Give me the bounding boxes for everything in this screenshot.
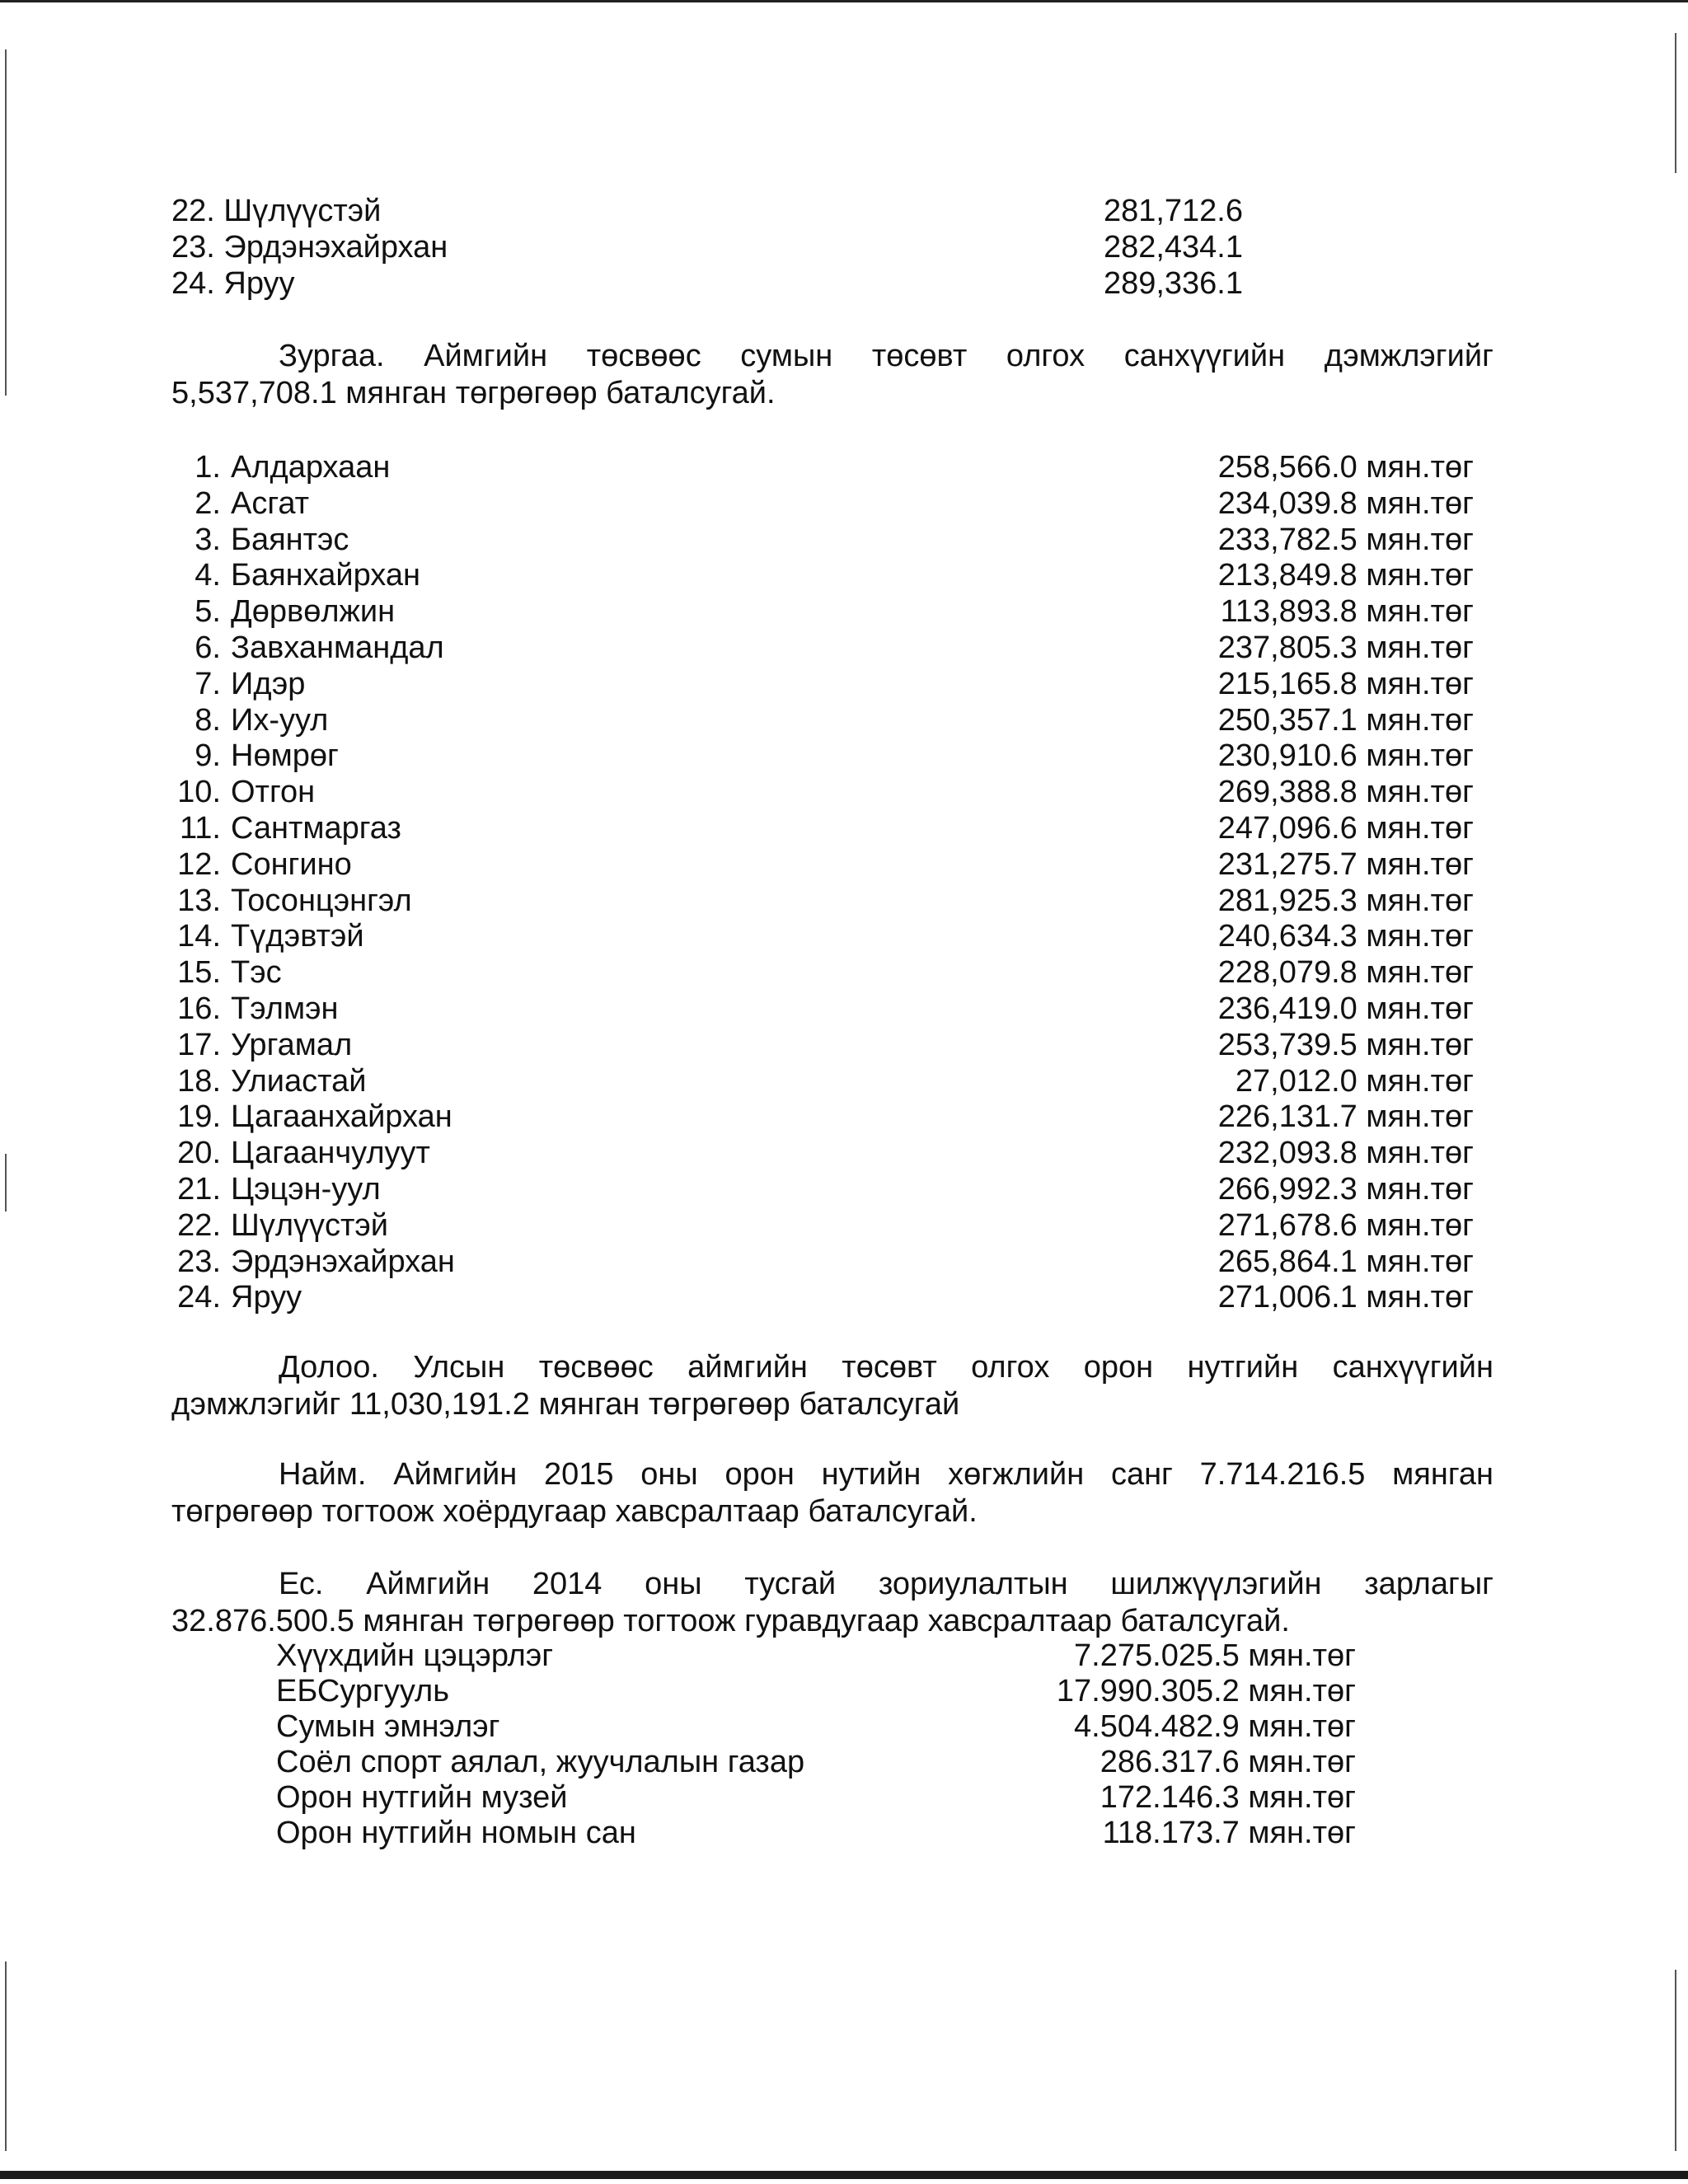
soum-name: Тэлмэн bbox=[231, 991, 339, 1026]
scan-edge-right bbox=[1675, 1970, 1676, 2151]
soum-name: Тэс bbox=[231, 955, 282, 991]
table-row bbox=[171, 991, 1474, 1027]
expense-amount: 4.504.482.9 мян.төг bbox=[1074, 1709, 1356, 1744]
soum-name: Алдархаан bbox=[231, 450, 391, 485]
list-item-value: 289,336.1 bbox=[1103, 266, 1243, 301]
table-row bbox=[171, 1171, 1474, 1207]
expense-label: ЕБСургууль bbox=[276, 1674, 450, 1708]
row-index: 22. bbox=[177, 1207, 221, 1243]
row-index: 18. bbox=[177, 1063, 221, 1099]
soum-amount: 266,992.3 мян.төг bbox=[1217, 1171, 1474, 1207]
soum-amount: 281,925.3 мян.төг bbox=[1217, 883, 1474, 918]
paragraph-line: Долоо. Улсын төсвөөс аймгийн төсөвт олгох орон нутгийн санхүүгийн bbox=[279, 1350, 1493, 1385]
row-index: 1. bbox=[195, 450, 221, 485]
table-row bbox=[171, 774, 1474, 810]
table-row bbox=[171, 883, 1474, 919]
scan-edge-right bbox=[1675, 33, 1676, 173]
soum-amount: 253,739.5 мян.төг bbox=[1217, 1027, 1474, 1062]
soum-name: Улиастай bbox=[231, 1063, 367, 1099]
expense-amount: 172.146.3 мян.төг bbox=[1100, 1780, 1356, 1815]
soum-amount: 240,634.3 мян.төг bbox=[1217, 919, 1474, 954]
soum-name: Ургамал bbox=[231, 1027, 353, 1062]
soum-name: Нөмрөг bbox=[231, 738, 339, 774]
table-row bbox=[171, 557, 1474, 593]
soum-amount: 247,096.6 мян.төг bbox=[1217, 810, 1474, 846]
paragraph-line: Ес. Аймгийн 2014 оны тусгай зориулалтын шилжүүлэгийн зарлагыг bbox=[279, 1567, 1493, 1601]
soum-name: Цэцэн-уул bbox=[231, 1171, 381, 1207]
table-row bbox=[171, 1279, 1474, 1315]
soum-name: Сантмаргаз bbox=[231, 810, 401, 846]
table-row bbox=[171, 485, 1474, 522]
table-row bbox=[171, 1063, 1474, 1099]
soum-amount: 230,910.6 мян.төг bbox=[1217, 738, 1474, 774]
table-row bbox=[171, 810, 1474, 846]
table-row bbox=[276, 1709, 1356, 1745]
paragraph-seven bbox=[171, 1349, 1493, 1423]
row-index: 7. bbox=[195, 666, 221, 701]
soum-name: Шүлүүстэй bbox=[231, 1207, 389, 1243]
expense-label: Сумын эмнэлэг bbox=[276, 1709, 500, 1744]
row-index: 10. bbox=[177, 775, 221, 810]
table-row bbox=[276, 1674, 1356, 1709]
table-row bbox=[171, 954, 1474, 991]
soum-amount: 113,893.8 мян.төг bbox=[1220, 594, 1474, 630]
list-item bbox=[171, 265, 1243, 302]
row-index: 24. bbox=[177, 1280, 221, 1315]
soum-amount: 271,678.6 мян.төг bbox=[1217, 1207, 1474, 1243]
table-row bbox=[171, 449, 1474, 485]
expense-amount: 118.173.7 мян.төг bbox=[1102, 1816, 1356, 1850]
soum-amount: 237,805.3 мян.төг bbox=[1217, 630, 1474, 665]
table-row bbox=[171, 1027, 1474, 1063]
table-row bbox=[171, 918, 1474, 954]
soum-support-list bbox=[171, 449, 1474, 1315]
expense-label: Орон нутгийн музей bbox=[276, 1780, 568, 1815]
expense-amount: 17.990.305.2 мян.төг bbox=[1056, 1674, 1356, 1708]
soum-name: Отгон bbox=[231, 775, 316, 810]
soum-name: Идэр bbox=[231, 666, 306, 701]
row-index: 3. bbox=[195, 522, 221, 557]
table-row bbox=[171, 522, 1474, 558]
soum-name: Дөрвөлжин bbox=[231, 594, 396, 630]
list-item-label: 23. Эрдэнэхайрхан bbox=[171, 230, 448, 265]
row-index: 8. bbox=[195, 702, 221, 738]
soum-amount: 215,165.8 мян.төг bbox=[1217, 666, 1474, 701]
row-index: 9. bbox=[195, 738, 221, 774]
soum-name: Баянхайрхан bbox=[231, 558, 420, 593]
soum-amount: 234,039.8 мян.төг bbox=[1217, 485, 1474, 521]
paragraph-line: Найм. Аймгийн 2015 оны орон нутийн хөгжлийн санг 7.714.216.5 мянган bbox=[279, 1457, 1493, 1492]
soum-amount: 271,006.1 мян.төг bbox=[1217, 1280, 1474, 1315]
row-index: 19. bbox=[177, 1099, 221, 1135]
row-index: 23. bbox=[177, 1244, 221, 1279]
scan-edge-left bbox=[5, 1154, 7, 1212]
row-index: 5. bbox=[195, 594, 221, 630]
table-row bbox=[171, 593, 1474, 630]
soum-amount: 258,566.0 мян.төг bbox=[1217, 450, 1474, 485]
row-index: 17. bbox=[177, 1027, 221, 1062]
expense-label: Хүүхдийн цэцэрлэг bbox=[276, 1638, 554, 1673]
table-row bbox=[171, 846, 1474, 883]
list-item-label: 24. Яруу bbox=[171, 266, 295, 301]
paragraph-six bbox=[171, 338, 1493, 412]
table-row bbox=[276, 1816, 1356, 1851]
expense-amount: 286.317.6 мян.төг bbox=[1100, 1745, 1356, 1779]
table-row bbox=[171, 630, 1474, 666]
row-index: 21. bbox=[177, 1171, 221, 1207]
table-row bbox=[276, 1638, 1356, 1674]
expense-label: Соёл спорт аялал, жуучлалын газар bbox=[276, 1745, 805, 1779]
list-item-label: 22. Шүлүүстэй bbox=[171, 194, 382, 228]
scan-border-top bbox=[0, 0, 1688, 2]
paragraph-eight bbox=[171, 1456, 1493, 1530]
soum-amount: 213,849.8 мян.төг bbox=[1217, 558, 1474, 593]
row-index: 2. bbox=[195, 485, 221, 521]
scan-edge-left bbox=[5, 1961, 7, 2151]
row-index: 4. bbox=[195, 558, 221, 593]
scan-edge-left bbox=[5, 49, 7, 396]
soum-name: Цагаанхайрхан bbox=[231, 1099, 452, 1135]
soum-name: Завханмандал bbox=[231, 630, 444, 665]
soum-name: Баянтэс bbox=[231, 522, 349, 557]
list-item-value: 282,434.1 bbox=[1103, 230, 1243, 265]
soum-amount: 27,012.0 мян.төг bbox=[1235, 1063, 1474, 1099]
expense-amount: 7.275.025.5 мян.төг bbox=[1074, 1638, 1356, 1673]
row-index: 15. bbox=[177, 955, 221, 991]
row-index: 16. bbox=[177, 991, 221, 1026]
soum-amount: 232,093.8 мян.төг bbox=[1217, 1136, 1474, 1171]
soum-amount: 236,419.0 мян.төг bbox=[1217, 991, 1474, 1026]
table-row bbox=[171, 738, 1474, 774]
table-row bbox=[171, 666, 1474, 702]
row-index: 12. bbox=[177, 846, 221, 882]
table-row bbox=[276, 1780, 1356, 1816]
row-index: 13. bbox=[177, 883, 221, 918]
soum-amount: 233,782.5 мян.төг bbox=[1217, 522, 1474, 557]
soum-name: Яруу bbox=[231, 1280, 302, 1315]
table-row bbox=[171, 1207, 1474, 1244]
soum-amount: 228,079.8 мян.төг bbox=[1217, 955, 1474, 991]
list-item bbox=[171, 193, 1243, 229]
row-index: 11. bbox=[179, 810, 221, 846]
table-row bbox=[276, 1745, 1356, 1780]
table-row bbox=[171, 1099, 1474, 1135]
row-index: 6. bbox=[195, 630, 221, 665]
soum-amount: 231,275.7 мян.төг bbox=[1217, 846, 1474, 882]
paragraph-nine bbox=[171, 1566, 1493, 1640]
row-index: 14. bbox=[177, 919, 221, 954]
list-item-value: 281,712.6 bbox=[1103, 194, 1243, 228]
expense-label: Орон нутгийн номын сан bbox=[276, 1816, 636, 1850]
soum-name: Эрдэнэхайрхан bbox=[231, 1244, 455, 1279]
table-row bbox=[171, 1244, 1474, 1280]
paragraph-line: 32.876.500.5 мянган төгрөгөөр тогтоож гуравдугаар хавсралтаар баталсугай. bbox=[171, 1604, 1290, 1638]
paragraph-line: төгрөгөөр тогтоож хоёрдугаар хавсралтаар баталсугай. bbox=[171, 1494, 978, 1529]
soum-name: Цагаанчулуут bbox=[231, 1136, 430, 1171]
soum-name: Түдэвтэй bbox=[231, 919, 364, 954]
table-row bbox=[171, 1135, 1474, 1171]
row-index: 20. bbox=[177, 1136, 221, 1171]
soum-name: Их-уул bbox=[231, 702, 329, 738]
transfer-expense-list bbox=[276, 1638, 1356, 1851]
soum-name: Сонгино bbox=[231, 846, 352, 882]
soum-amount: 269,388.8 мян.төг bbox=[1217, 775, 1474, 810]
soum-amount: 226,131.7 мян.төг bbox=[1217, 1099, 1474, 1135]
list-item bbox=[171, 229, 1243, 265]
previous-list-continuation bbox=[171, 193, 1243, 302]
table-row bbox=[171, 702, 1474, 738]
soum-amount: 265,864.1 мян.төг bbox=[1217, 1244, 1474, 1279]
paragraph-line: 5,537,708.1 мянган төгрөгөөр баталсугай. bbox=[171, 376, 776, 410]
paragraph-line: дэмжлэгийг 11,030,191.2 мянган төгрөгөөр баталсугай bbox=[171, 1387, 960, 1422]
scan-border-bottom bbox=[0, 2171, 1688, 2179]
soum-amount: 250,357.1 мян.төг bbox=[1217, 702, 1474, 738]
soum-name: Тосонцэнгэл bbox=[231, 883, 412, 918]
soum-name: Асгат bbox=[231, 485, 310, 521]
paragraph-line: Зургаа. Аймгийн төсвөөс сумын төсөвт олгох санхүүгийн дэмжлэгийг bbox=[279, 339, 1493, 373]
